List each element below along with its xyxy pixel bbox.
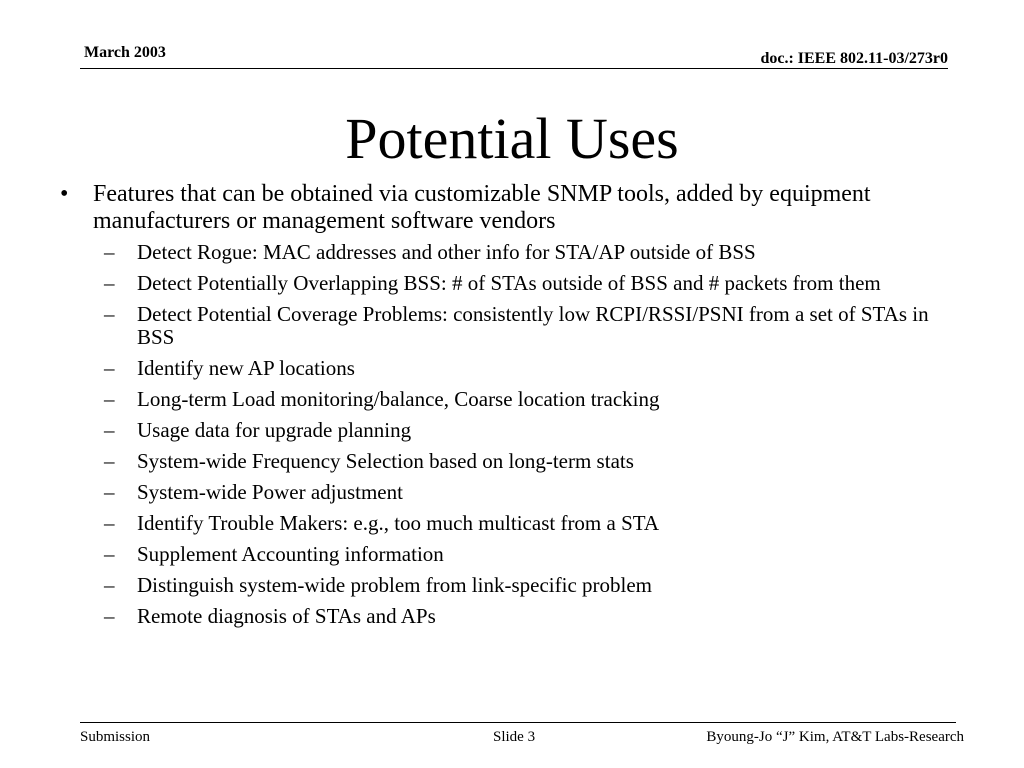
dash-marker: – — [104, 240, 115, 264]
dash-marker: – — [104, 511, 115, 535]
list-item — [60, 357, 960, 380]
sub-item-text: Identify Trouble Makers: e.g., too much multicast from a STA — [137, 511, 660, 535]
footer-submission: Submission — [80, 729, 151, 745]
list-item — [60, 450, 960, 473]
list-item — [60, 574, 960, 597]
main-bullet — [60, 181, 960, 235]
sub-item-text: Detect Potential Coverage Problems: consistently low RCPI/RSSI/PSNI from a set of STAs in BSS — [137, 302, 929, 349]
list-item — [60, 543, 960, 566]
list-item — [60, 512, 960, 535]
list-item — [60, 419, 960, 442]
sub-item-text: Supplement Accounting information — [137, 542, 444, 566]
footer-slide-number: Slide 3 — [493, 729, 536, 745]
list-item — [60, 303, 960, 349]
dash-marker: – — [104, 302, 115, 326]
dash-marker: – — [104, 271, 115, 295]
sub-item-text: Detect Potentially Overlapping BSS: # of STAs outside of BSS and # packets from them — [137, 271, 881, 295]
sub-item-text: Identify new AP locations — [137, 356, 355, 380]
dash-marker: – — [104, 356, 115, 380]
sub-item-text: Distinguish system-wide problem from link-specific problem — [137, 573, 652, 597]
main-bullet-text: Features that can be obtained via customizable SNMP tools, added by equipment manufacturers or management software vendors — [93, 181, 871, 234]
slide-content — [60, 181, 960, 636]
list-item — [60, 388, 960, 411]
dash-marker: – — [104, 573, 115, 597]
slide-title: Potential Uses — [345, 106, 679, 171]
sub-bullet-list — [60, 241, 960, 628]
sub-item-text: Long-term Load monitoring/balance, Coarse location tracking — [137, 387, 660, 411]
dash-marker: – — [104, 418, 115, 442]
header-date: March 2003 — [84, 44, 166, 61]
dash-marker: – — [104, 387, 115, 411]
sub-item-text: System-wide Frequency Selection based on long-term stats — [137, 449, 634, 473]
bullet-marker: • — [60, 181, 69, 207]
dash-marker: – — [104, 449, 115, 473]
dash-marker: – — [104, 480, 115, 504]
sub-item-text: Usage data for upgrade planning — [137, 418, 412, 442]
footer-author: Byoung-Jo “J” Kim, AT&T Labs-Research — [706, 729, 964, 745]
sub-item-text: System-wide Power adjustment — [137, 480, 403, 504]
list-item — [60, 241, 960, 264]
sub-item-text: Detect Rogue: MAC addresses and other info for STA/AP outside of BSS — [137, 240, 756, 264]
footer-divider — [80, 722, 956, 723]
dash-marker: – — [104, 604, 115, 628]
dash-marker: – — [104, 542, 115, 566]
list-item — [60, 272, 960, 295]
list-item — [60, 605, 960, 628]
header-doc-id: doc.: IEEE 802.11-03/273r0 — [760, 50, 948, 67]
header-divider — [80, 68, 948, 69]
list-item — [60, 481, 960, 504]
sub-item-text: Remote diagnosis of STAs and APs — [137, 604, 436, 628]
